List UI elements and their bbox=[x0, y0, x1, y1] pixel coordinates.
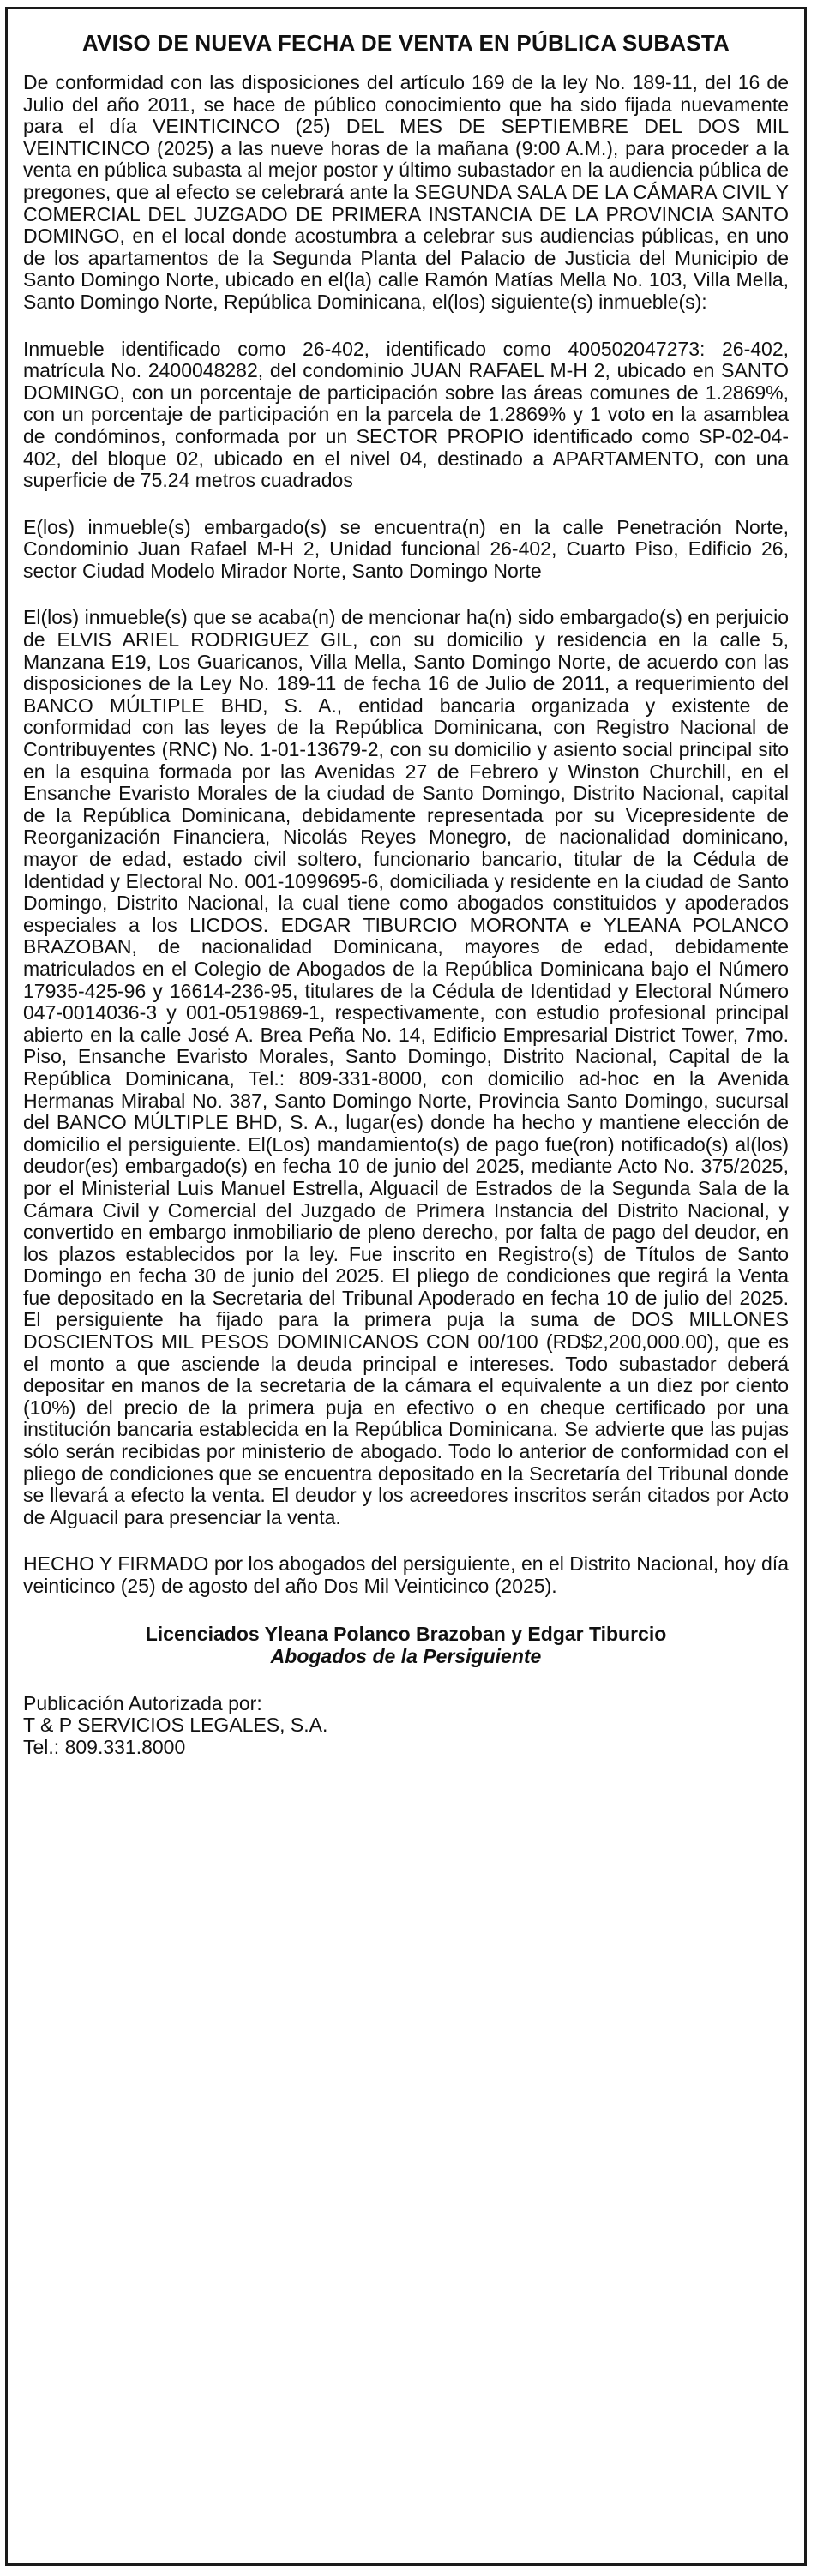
paragraph-seizure-details: El(los) inmueble(s) que se acaba(n) de mencionar ha(n) sido embargado(s) en perjuicio de ELVIS ARIEL RODRIGUEZ GIL, con su domicilio y residencia en la calle 5, Manzana E19, Los Guaricanos, Villa Mella, Santo Domingo Norte, de acuerdo con las disposiciones de la Ley No. 189-11 de fecha 16 de Julio de 2011, a requerimiento del BANCO MÚLTIPLE BHD, S. A., entidad bancaria organizada y existente de conformidad con las leyes de la República Dominicana, con Registro Nacional de Contribuyentes (RNC) No. 1-01-13679-2, con su domicilio y asiento social principal sito en la esquina formada por las Avenidas 27 de Febrero y Winston Churchill, en el Ensanche Evaristo Morales de la ciudad de Santo Domingo, Distrito Nacional, capital de la República Dominicana, debidamente representada por su Vicepresidente de Reorganización Financiera, Nicolás Reyes Monegro, de nacionalidad dominicano, mayor de edad, estado civil soltero, funcionario bancario, titular de la Cédula de Identidad y Electoral No. 001-1099695-6, domiciliada y residente en la ciudad de Santo Domingo, Distrito Nacional, la cual tiene como abogados constituidos y apoderados especiales a los LICDOS. EDGAR TIBURCIO MORONTA e YLEANA POLANCO BRAZOBAN, de nacionalidad Dominicana, mayores de edad, debidamente matriculados en el Colegio de Abogados de la República Dominicana bajo el Número 17935-425-96 y 16614-236-95, titulares de la Cédula de Identidad y Electoral Número 047-0014036-3 y 001-0519869-1, respectivamente, con estudio profesional principal abierto en la calle José A. Brea Peña No. 14, Edificio Empresarial District Tower, 7mo. Piso, Ensanche Evaristo Morales, Santo Domingo, Distrito Nacional, Capital de la República Dominicana, Tel.: 809-331-8000, con domicilio ad-hoc en la Avenida Hermanas Mirabal No. 387, Santo Domingo Norte, Provincia Santo Domingo, sucursal del BANCO MÚLTIPLE BHD, S. A., lugar(es) donde ha hecho y mantiene elección de domicilio el persiguiente. El(Los) mandamiento(s) de pago fue(ron) notificado(s) al(los) deudor(es) embargado(s) en fecha 10 de junio del 2025, mediante Acto No. 375/2025, por el Ministerial Luis Manuel Estrella, Alguacil de Estrados de la Segunda Sala de la Cámara Civil y Comercial del Juzgado de Primera Instancia del Distrito Nacional, y convertido en embargo inmobiliario de pleno derecho, por falta de pago del deudor, en los plazos establecidos por la ley. Fue inscrito en Registro(s) de Títulos de Santo Domingo en fecha 30 de junio del 2025. El pliego de condiciones que regirá la Venta fue depositado en la Secretaria del Tribunal Apoderado en fecha 10 de julio del 2025. El persiguiente ha fijado para la primera puja la suma de DOS MILLONES DOSCIENTOS MIL PESOS DOMINICANOS CON 00/100 (RD$2,200,000.00), que es el monto a que asciende la deuda principal e intereses. Todo subastador deberá depositar en manos de la secretaria de la cámara el equivalente a un diez por ciento (10%) del precio de la primera puja en efectivo o en cheque certificado por una institución bancaria establecida en la República Dominicana. Se advierte que las pujas sólo serán recibidas por ministerio de abogado. Todo lo anterior de conformidad con el pliego de condiciones que se encuentra depositado en la Secretaría del Tribunal donde se llevará a efecto la venta. El deudor y los acreedores inscritos serán citados por Acto de Alguacil para presenciar la venta. bbox=[23, 606, 789, 1528]
signature-names: Licenciados Yleana Polanco Brazoban y Edgar Tiburcio bbox=[145, 1622, 667, 1645]
paragraph-sale-announcement: De conformidad con las disposiciones del artículo 169 de la ley No. 189-11, del 16 de Julio del año 2011, se hace de público conocimiento que ha sido fijada nuevamente para el día VEINTICINCO (25) DEL MES DE SEPTIEMBRE DEL DOS MIL VEINTICINCO (2025) a las nueve horas de la mañana (9:00 A.M.), para proceder a la venta en pública subasta al mejor postor y último subastador en la audiencia pública de pregones, que al efecto se celebrará ante la SEGUNDA SALA DE LA CÁMARA CIVIL Y COMERCIAL DEL JUZGADO DE PRIMERA INSTANCIA DE LA PROVINCIA SANTO DOMINGO, en el local donde acostumbra a celebrar sus audiencias públicas, en uno de los apartamentos de la Segunda Planta del Palacio de Justicia del Municipio de Santo Domingo Norte, ubicado en el(la) calle Ramón Matías Mella No. 103, Villa Mella, Santo Domingo Norte, República Dominicana, el(los) siguiente(s) inmueble(s): bbox=[23, 71, 789, 313]
paragraph-property-description: Inmueble identificado como 26-402, identificado como 400502047273: 26-402, matrícula No. 2400048282, del condominio JUAN RAFAEL M-H 2, ubicado en SANTO DOMINGO, con un porcentaje de participación sobre las áreas comunes de 1.2869%, con un porcentaje de participación en la parcela de 1.2869% y 1 voto en la asamblea de condóminos, conformada por un SECTOR PROPIO identificado como SP-02-04-402, del bloque 02, ubicado en el nivel 04, destinado a APARTAMENTO, con una superficie de 75.24 metros cuadrados bbox=[23, 337, 789, 492]
signature-role: Abogados de la Persiguiente bbox=[270, 1644, 542, 1667]
notice-title: AVISO DE NUEVA FECHA DE VENTA EN PÚBLICA SUBASTA bbox=[82, 30, 730, 56]
paragraph-property-location: E(los) inmueble(s) embargado(s) se encuentra(n) en la calle Penetración Norte, Condominio Juan Rafael M-H 2, Unidad funcional 26-402, Cuarto Piso, Edificio 26, sector Ciudad Modelo Mirador Norte, Santo Domingo Norte bbox=[23, 515, 789, 582]
signature-block bbox=[23, 1623, 789, 1667]
publisher-label: Publicación Autorizada por: bbox=[23, 1691, 262, 1714]
publisher-block bbox=[23, 1693, 789, 1759]
publisher-name: T & P SERVICIOS LEGALES, S.A. bbox=[23, 1714, 328, 1737]
legal-notice bbox=[5, 7, 807, 2566]
paragraph-signed-statement: HECHO Y FIRMADO por los abogados del persiguiente, en el Distrito Nacional, hoy día veinticinco (25) de agosto del año Dos Mil Veinticinco (2025). bbox=[23, 1552, 789, 1597]
publisher-phone: Tel.: 809.331.8000 bbox=[23, 1735, 186, 1758]
